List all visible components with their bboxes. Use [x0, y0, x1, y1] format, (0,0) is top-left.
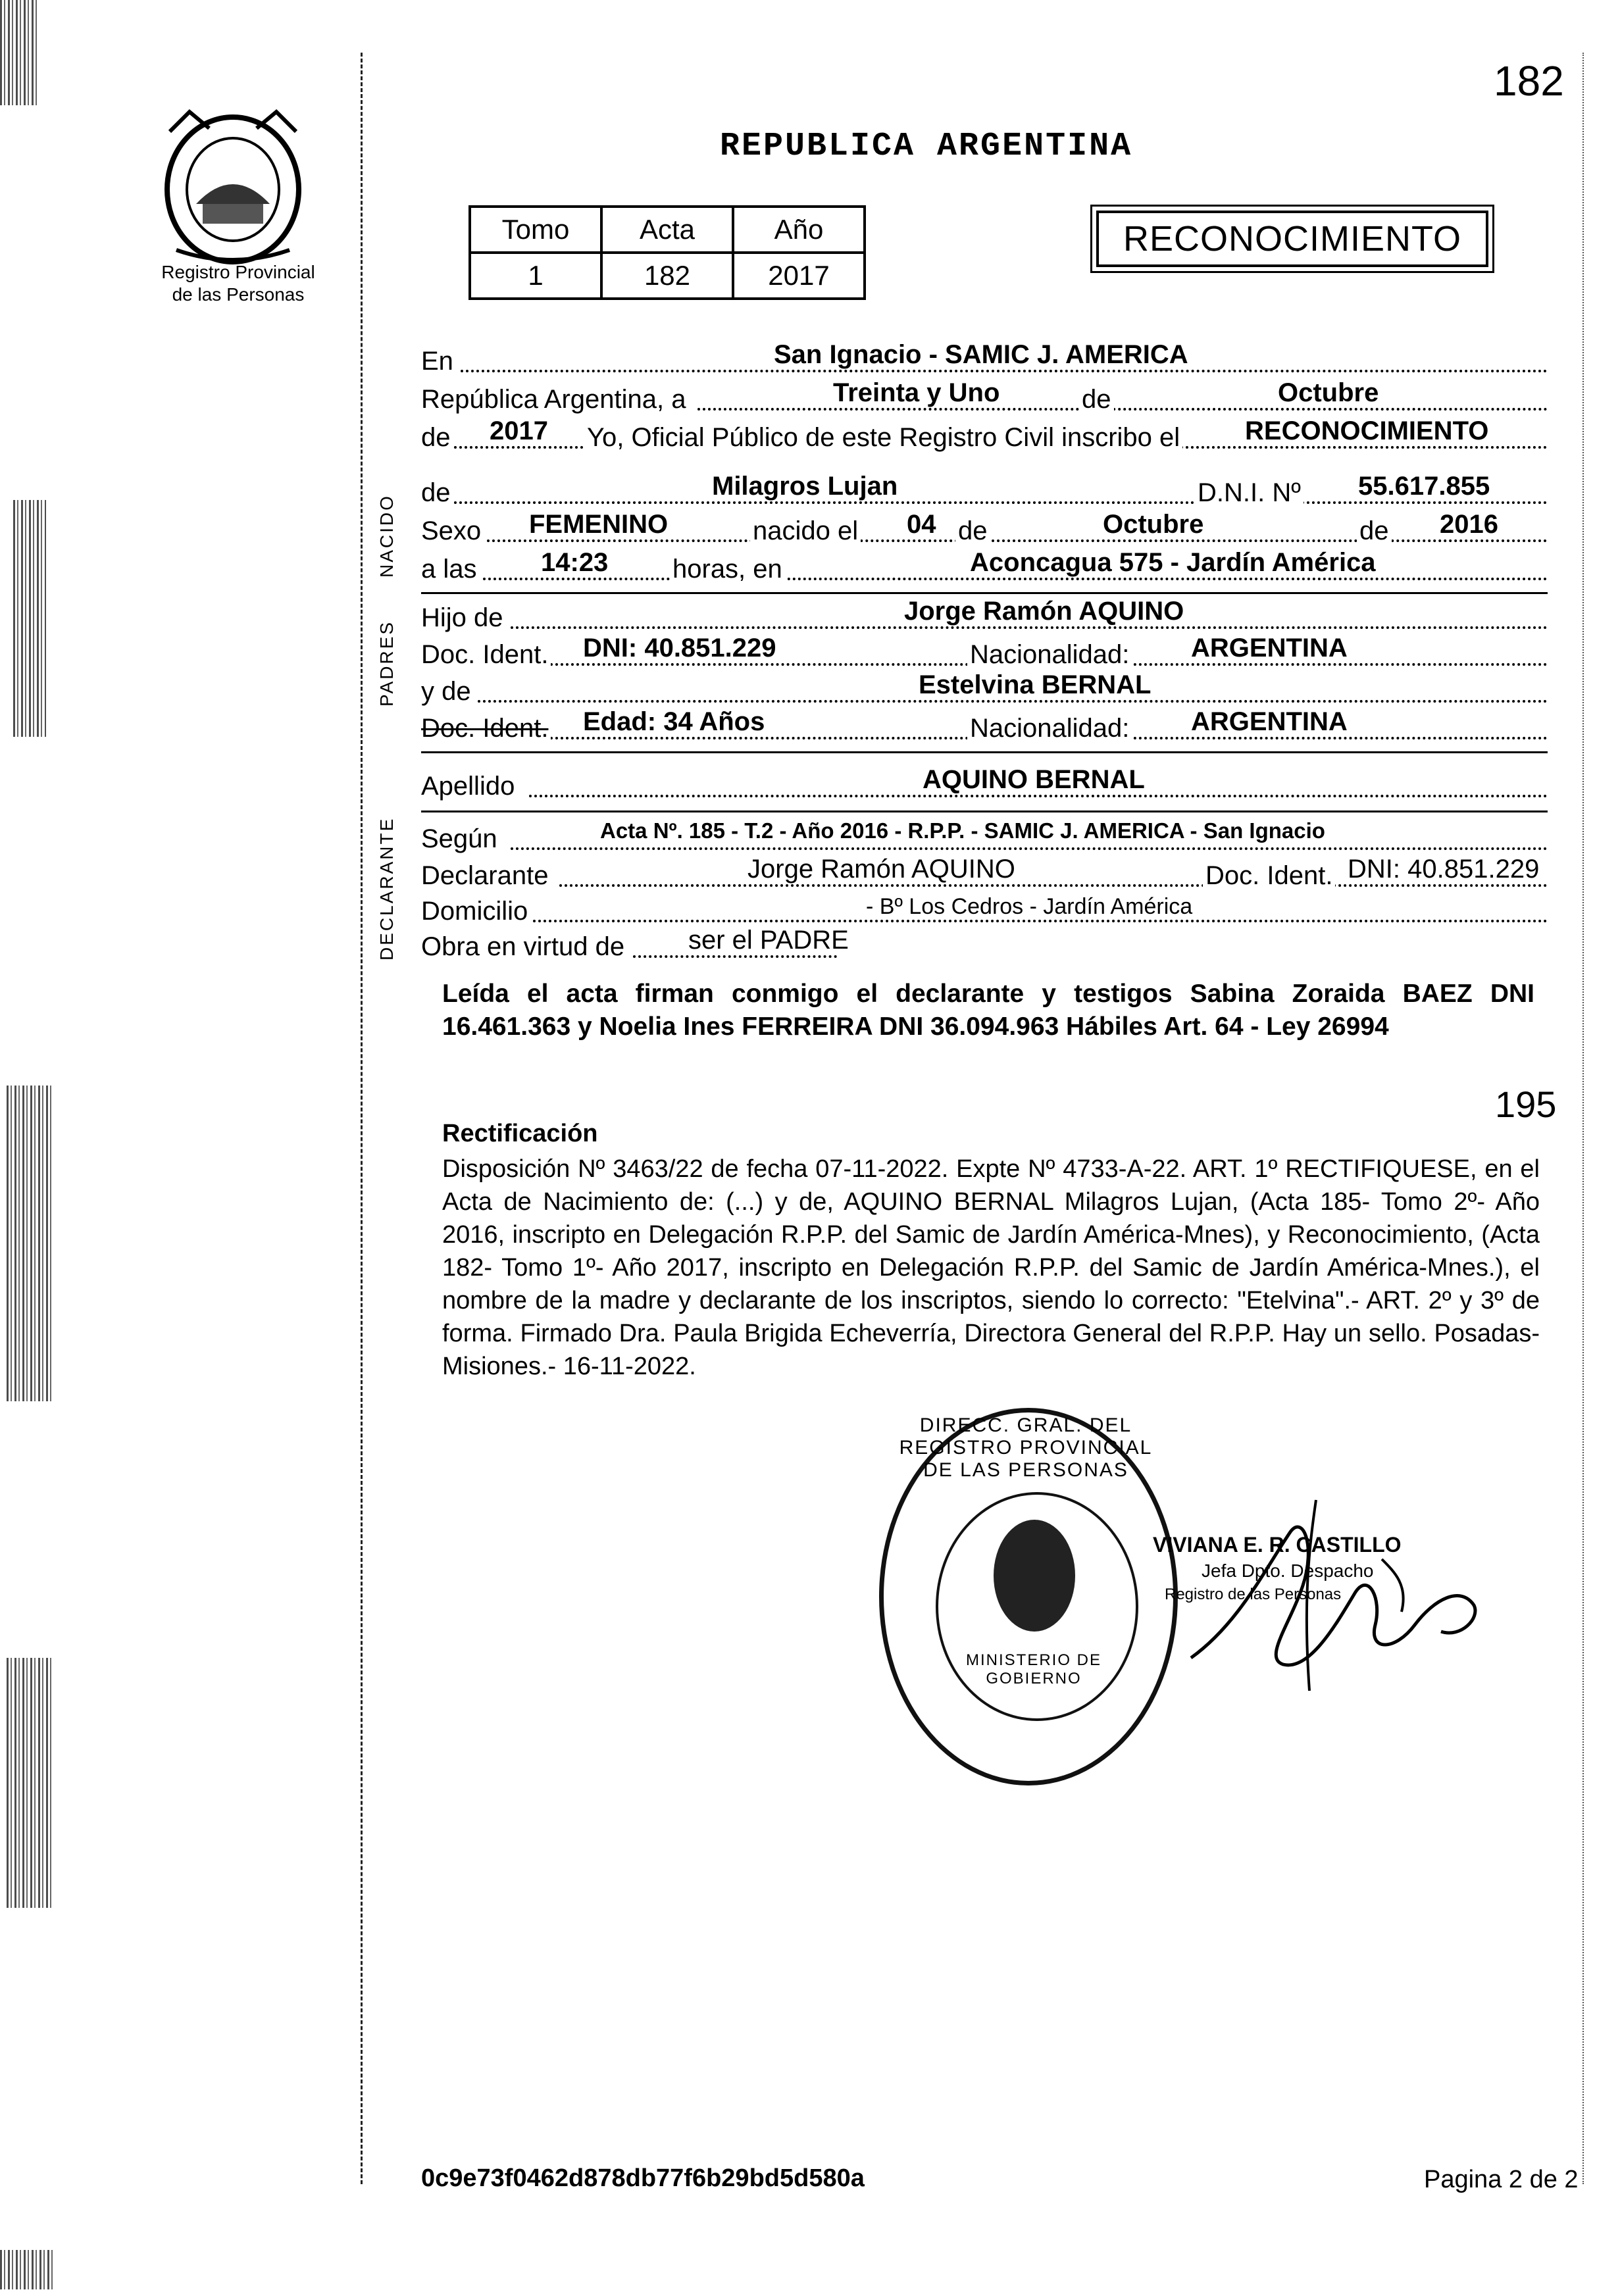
handwritten-signature: [1184, 1493, 1487, 1714]
mother-doc-label-struck: Doc. Ident.: [421, 714, 551, 743]
de2-label: de: [421, 423, 453, 453]
scan-mark: [0, 2250, 53, 2289]
right-margin-line: [1582, 53, 1584, 2184]
declarante-doc-value: DNI: 40.851.229: [1348, 855, 1540, 884]
row-en: [421, 342, 1548, 379]
declarante-value: Jorge Ramón AQUINO: [747, 855, 1015, 884]
row-domicilio: [421, 892, 1548, 929]
section-label-padres: PADRES: [376, 620, 397, 707]
header-acta: Acta: [601, 207, 733, 253]
dotted-line: [483, 578, 1548, 580]
nacido-de-label2: de: [955, 516, 990, 546]
hijo-label: Hijo de: [421, 603, 506, 633]
row-apellido: [421, 767, 1548, 804]
section-label-nacido: NACIDO: [376, 494, 397, 578]
section-divider: [421, 751, 1548, 753]
value-tomo: 1: [470, 253, 601, 299]
rep-label: República Argentina, a: [421, 385, 689, 414]
dotted-line: [697, 408, 1548, 411]
rectificacion-body: Disposición Nº 3463/22 de fecha 07-11-2022. Expte Nº 4733-A-22. ART. 1º RECTIFIQUESE, en el Acta de Nacimiento de: (...) y de, AQUINO BERNAL Milagros Lujan, (Acta 185- Tomo 2º- Año 2016, inscripto en Delegación R.P.P. del Samic de Jardín América-Mnes), y Reconocimiento, (Acta 182- Tomo 1º- Año 2017, inscripto en Delegación R.P.P. del Samic de Jardín América-Mnes.), el nombre de la madre y declarante de los inscriptos, siendo lo correcto: "Etelvina".- ART. 2º y 3º de forma. Firmado Dra. Paula Brigida Echeverría, Directora General del R.P.P. Hay un sello. Posadas- Misiones.- 16-11-2022.: [442, 1155, 1540, 1380]
dotted-line: [529, 795, 1548, 797]
segun-label: Según: [421, 824, 500, 854]
row-mother-doc: [421, 709, 1548, 746]
obra-label: Obra en virtud de: [421, 932, 627, 962]
sexo-label: Sexo: [421, 516, 484, 546]
row-nacido-sexo: [421, 512, 1548, 549]
en-value: San Ignacio - SAMIC J. AMERICA: [774, 340, 1188, 369]
row-segun: [421, 820, 1548, 857]
inscribe-value: RECONOCIMIENTO: [1245, 416, 1489, 445]
document-hash: 0c9e73f0462d878db77f6b29bd5d580a: [421, 2164, 865, 2192]
nacido-el-label: nacido el: [750, 516, 861, 546]
time-value: 14:23: [541, 548, 609, 577]
rectificacion-title: Rectificación: [442, 1120, 598, 1147]
value-anio: 2017: [733, 253, 865, 299]
segun-value: Acta Nº. 185 - T.2 - Año 2016 - R.P.P. - SAMIC J. AMERICA - San Ignacio: [600, 818, 1325, 843]
dni-value: 55.617.855: [1358, 472, 1490, 501]
row-mother: [421, 672, 1548, 709]
father-doc-value: DNI: 40.851.229: [583, 634, 776, 662]
sexo-value: FEMENINO: [529, 510, 669, 539]
row-inscribe: [421, 418, 1548, 455]
day-value: Treinta y Uno: [833, 378, 1000, 407]
obra-value: ser el PADRE: [688, 926, 849, 955]
yde-label: y de: [421, 677, 474, 707]
dotted-line: [533, 920, 1548, 922]
page-number: 182: [1494, 57, 1564, 105]
father-doc-label: Doc. Ident.: [421, 640, 551, 670]
nacido-name-value: Milagros Lujan: [712, 472, 898, 501]
declarante-doc-label: Doc. Ident.: [1203, 861, 1335, 891]
horas-label: horas, en: [670, 555, 785, 584]
record-type-box: RECONOCIMIENTO: [1096, 211, 1488, 267]
dotted-line: [478, 700, 1548, 703]
scan-mark: [7, 1086, 53, 1401]
mother-nat-label: Nacionalidad:: [967, 714, 1132, 743]
signatory-line-3: Registro de las Personas: [1165, 1585, 1342, 1603]
section-divider: [421, 592, 1548, 594]
dotted-line: [461, 370, 1548, 372]
birth-year-value: 2016: [1440, 510, 1498, 539]
page-indicator: Pagina 2 de 2: [1424, 2166, 1579, 2193]
row-nacido-name: [421, 474, 1548, 511]
value-acta: 182: [601, 253, 733, 299]
father-nat-label: Nacionalidad:: [967, 640, 1132, 670]
row-father-doc: [421, 636, 1548, 672]
nacido-de-label3: de: [1357, 516, 1392, 546]
mother-doc-value: Edad: 34 Años: [583, 707, 765, 736]
dotted-line: [454, 501, 1548, 504]
scan-mark: [7, 1658, 53, 1908]
record-table: [468, 205, 866, 300]
domicilio-value: - Bº Los Cedros - Jardín América: [866, 894, 1193, 919]
father-nat-value: ARGENTINA: [1191, 634, 1348, 662]
birth-month-value: Octubre: [1103, 510, 1204, 539]
row-father: [421, 599, 1548, 636]
nacido-de-label: de: [421, 478, 453, 508]
father-value: Jorge Ramón AQUINO: [904, 597, 1184, 626]
dni-label: D.N.I. Nº: [1195, 478, 1304, 508]
header-anio: Año: [733, 207, 865, 253]
row-declarante: [421, 857, 1548, 893]
dotted-line: [511, 626, 1548, 629]
logo-caption-1: Registro Provincial: [161, 262, 315, 282]
month-value: Octubre: [1278, 378, 1379, 407]
signatory-line-1: VIVIANA E. R. CASTILLO: [1153, 1533, 1402, 1557]
row-nacido-time: [421, 550, 1548, 587]
header-tomo: Tomo: [470, 207, 601, 253]
year-value: 2017: [490, 416, 548, 445]
dotted-line: [633, 955, 837, 958]
signature-note: Leída el acta firman conmigo el declarante y testigos Sabina Zoraida BAEZ DNI 16.461.363 y Noelia Ines FERREIRA DNI 36.094.963 Hábiles Art. 64 - Ley 26994: [442, 980, 1534, 1041]
signatory-line-2: Jefa Dpto. Despacho: [1202, 1560, 1374, 1581]
mother-value: Estelvina BERNAL: [919, 670, 1152, 699]
dotted-line: [511, 847, 1548, 850]
rectificacion-number: 195: [1495, 1084, 1557, 1125]
province-logo: [157, 105, 309, 270]
row-obra: [421, 928, 1548, 964]
left-margin-line: [361, 53, 363, 2184]
apellido-value: AQUINO BERNAL: [923, 765, 1145, 794]
inscribe-label: Yo, Oficial Público de este Registro Civil inscribo el: [584, 423, 1182, 453]
de-label: de: [1079, 385, 1114, 414]
row-date: [421, 380, 1548, 417]
stamp-inner-text: MINISTERIO DE GOBIERNO: [965, 1651, 1101, 1687]
logo-caption-2: de las Personas: [172, 284, 305, 305]
place-value: Aconcagua 575 - Jardín América: [970, 548, 1376, 577]
stamp-emblem: [994, 1520, 1075, 1632]
scan-mark: [0, 0, 39, 105]
scan-mark: [13, 500, 46, 737]
alas-label: a las: [421, 555, 480, 584]
stamp-outer-text: DIRECC. GRAL. DEL REGISTRO PROVINCIAL DE LAS PERSONAS: [899, 1414, 1153, 1481]
birth-day-value: 04: [907, 510, 936, 539]
declarante-label: Declarante: [421, 861, 551, 891]
page-title: REPUBLICA ARGENTINA: [720, 128, 1133, 165]
section-label-declarante: DECLARANTE: [376, 816, 397, 961]
domicilio-label: Domicilio: [421, 897, 530, 926]
en-label: En: [421, 347, 456, 376]
apellido-label: Apellido: [421, 772, 517, 801]
dotted-line: [559, 884, 1548, 887]
mother-nat-value: ARGENTINA: [1191, 707, 1348, 736]
section-divider: [421, 811, 1548, 812]
